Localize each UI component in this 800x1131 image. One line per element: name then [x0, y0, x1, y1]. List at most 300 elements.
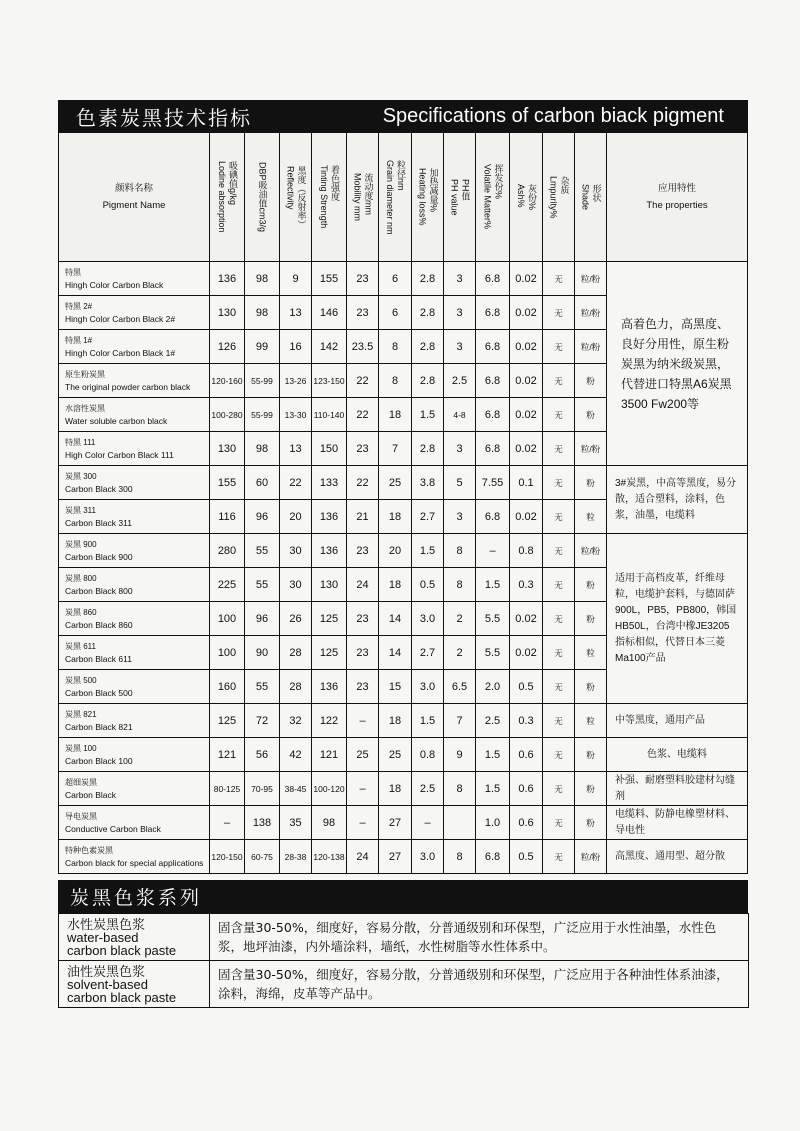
pigment-name-en: Carbon Black 300 — [65, 483, 133, 494]
pigment-name-cell — [59, 466, 210, 500]
value-cell: 1.5 — [476, 568, 510, 602]
spec-sheet — [58, 100, 748, 1008]
dbp-header-text: DBP吸油值cm3/g — [257, 161, 268, 232]
pigment-name-cell — [59, 704, 210, 738]
pigment-name-en: Carbon Black — [65, 789, 117, 800]
value-cell: 70-95 — [245, 772, 280, 806]
value-cell: 0.1 — [510, 466, 543, 500]
pigment-name-en: Hingh Color Carbon Black 1# — [65, 347, 176, 358]
value-cell: 125 — [210, 704, 245, 738]
value-cell: 粉 — [575, 398, 607, 432]
paste-table — [58, 913, 749, 1008]
value-cell: 3 — [444, 296, 476, 330]
ash-header — [510, 133, 543, 262]
properties-cell: 中等黑度，通用产品 — [607, 704, 748, 738]
spec-table — [58, 132, 748, 874]
value-cell: 无 — [543, 636, 575, 670]
pigment-name-en: High Color Carbon Black 111 — [65, 449, 174, 460]
value-cell: 1.5 — [412, 398, 444, 432]
value-cell: 13-30 — [280, 398, 312, 432]
pigment-name-en: Carbon Black 860 — [65, 619, 133, 630]
properties-cell: 高着色力，高黑度、良好分用性，原生粉炭黑为纳米级炭黑，代替进口特黑A6炭黑3500 Fw200等 — [607, 262, 748, 466]
value-cell: 无 — [543, 500, 575, 534]
prop-header-en: The properties — [646, 200, 708, 211]
properties-cell: 色浆、电缆料 — [607, 738, 748, 772]
value-cell: 25 — [379, 738, 412, 772]
value-cell: 2.8 — [412, 364, 444, 398]
value-cell: – — [347, 806, 379, 840]
value-cell: 18 — [379, 772, 412, 806]
value-cell: 27 — [379, 806, 412, 840]
pigment-name-en: Carbon Black 821 — [65, 721, 133, 732]
value-cell: 6.8 — [476, 398, 510, 432]
value-cell: 0.02 — [510, 262, 543, 296]
value-cell: 无 — [543, 738, 575, 772]
pigment-name-zh: 炭黑 821 — [65, 709, 97, 719]
value-cell: 120-150 — [210, 840, 245, 874]
pigment-name-cell — [59, 398, 210, 432]
value-cell: 23 — [347, 432, 379, 466]
value-cell: 粉 — [575, 806, 607, 840]
value-cell — [444, 806, 476, 840]
value-cell: 3.0 — [412, 602, 444, 636]
pigment-name-zh: 炭黑 311 — [65, 505, 96, 515]
heating-loss-header — [412, 133, 444, 262]
value-cell: 280 — [210, 534, 245, 568]
title-zh: 色素炭黑技术指标 — [76, 105, 252, 130]
value-cell: 116 — [210, 500, 245, 534]
value-cell: 14 — [379, 602, 412, 636]
pigment-name-header — [59, 133, 210, 262]
value-cell: 35 — [280, 806, 312, 840]
value-cell: 无 — [543, 432, 575, 466]
value-cell: 6 — [379, 262, 412, 296]
pigment-name-cell — [59, 500, 210, 534]
value-cell: 无 — [543, 398, 575, 432]
value-cell: 27 — [379, 840, 412, 874]
value-cell: – — [347, 772, 379, 806]
pigment-name-en: Carbon black for special applications — [65, 857, 204, 868]
value-cell: 0.5 — [412, 568, 444, 602]
value-cell: 96 — [245, 500, 280, 534]
value-cell: 8 — [379, 330, 412, 364]
value-cell: 粒/粉 — [575, 330, 607, 364]
value-cell: 130 — [210, 432, 245, 466]
value-cell: 无 — [543, 568, 575, 602]
value-cell: 100 — [210, 636, 245, 670]
value-cell: 21 — [347, 500, 379, 534]
ph-header-text: PH值 PH value — [449, 178, 471, 216]
value-cell: 9 — [444, 738, 476, 772]
value-cell: 6.5 — [444, 670, 476, 704]
value-cell: 2.5 — [412, 772, 444, 806]
properties-cell: 电缆料、防静电橡塑材料、导电性 — [607, 806, 748, 840]
tinting-header — [312, 133, 347, 262]
name-header-zh: 颜料名称 — [114, 183, 153, 194]
value-cell: 粒 — [575, 636, 607, 670]
value-cell: 3 — [444, 262, 476, 296]
value-cell: 1.0 — [476, 806, 510, 840]
value-cell: 0.8 — [412, 738, 444, 772]
pigment-name-cell — [59, 364, 210, 398]
mobility-header-text: 流动度mm Mobility mm — [352, 172, 374, 221]
value-cell: 130 — [210, 296, 245, 330]
value-cell: 100-120 — [312, 772, 347, 806]
value-cell: 20 — [379, 534, 412, 568]
properties-cell: 高黑度、通用型、超分散 — [607, 840, 748, 874]
value-cell: 0.6 — [510, 738, 543, 772]
value-cell: 60-75 — [245, 840, 280, 874]
paste-name-zh: 油性炭黑色浆 — [67, 963, 146, 979]
pigment-name-cell — [59, 840, 210, 874]
value-cell: 无 — [543, 330, 575, 364]
value-cell: 0.02 — [510, 296, 543, 330]
pigment-name-zh: 特黑 2# — [65, 301, 93, 311]
pigment-name-zh: 特黑 1# — [65, 335, 93, 345]
value-cell: 2.5 — [476, 704, 510, 738]
paste-name — [59, 961, 210, 1008]
header-bar — [58, 100, 748, 132]
paste-row — [59, 961, 749, 1008]
value-cell: 3 — [444, 432, 476, 466]
pigment-name-en: Carbon Black 311 — [65, 517, 132, 528]
value-cell: 22 — [280, 466, 312, 500]
value-cell: 14 — [379, 636, 412, 670]
paste-name-en1: water-based — [67, 929, 139, 945]
value-cell: 225 — [210, 568, 245, 602]
value-cell: 72 — [245, 704, 280, 738]
value-cell: 18 — [379, 704, 412, 738]
value-cell: 100-280 — [210, 398, 245, 432]
shade-header — [575, 133, 607, 262]
value-cell: 110-140 — [312, 398, 347, 432]
pigment-name-en: Carbon Black 900 — [65, 551, 133, 562]
value-cell: 121 — [210, 738, 245, 772]
value-cell: 无 — [543, 262, 575, 296]
prop-header-zh: 应用特性 — [657, 183, 696, 194]
value-cell: 133 — [312, 466, 347, 500]
value-cell: 6.8 — [476, 296, 510, 330]
table-row — [59, 772, 748, 806]
properties-cell: 适用于高档皮革，纤维母粒，电缆护套料，与德固萨900L，PB5，PB800，韩国HB50L，台湾中橡JE3205指标相似，代替日本三菱Ma100产品 — [607, 534, 748, 704]
value-cell: 56 — [245, 738, 280, 772]
pigment-name-zh: 炭黑 100 — [65, 743, 97, 753]
value-cell: 2 — [444, 636, 476, 670]
value-cell: 7 — [444, 704, 476, 738]
paste-desc: 固含量30-50%，细度好，容易分散，分普通级别和环保型，广泛应用于水性油墨，水性色浆，地坪油漆，内外墙涂料，墙纸，水性树脂等水性体系中。 — [210, 914, 749, 961]
value-cell: 136 — [312, 500, 347, 534]
pigment-name-zh: 炭黑 611 — [65, 641, 96, 651]
paste-name — [59, 914, 210, 961]
value-cell: 155 — [210, 466, 245, 500]
value-cell: 0.02 — [510, 500, 543, 534]
grain-header-text: 粒径nm Grain diameter nm — [385, 159, 406, 235]
grain-header — [379, 133, 412, 262]
pigment-name-en: Hingh Color Carbon Black — [65, 279, 164, 290]
value-cell: 98 — [245, 262, 280, 296]
value-cell: 无 — [543, 806, 575, 840]
mobility-header — [347, 133, 379, 262]
value-cell: 0.8 — [510, 534, 543, 568]
value-cell: 5 — [444, 466, 476, 500]
pigment-name-cell — [59, 602, 210, 636]
value-cell: 98 — [245, 296, 280, 330]
pigment-name-zh: 水溶性炭黑 — [65, 403, 105, 413]
value-cell: 8 — [444, 568, 476, 602]
value-cell: 122 — [312, 704, 347, 738]
paste-name-en2: carbon black paste — [67, 989, 177, 1005]
value-cell: 2.8 — [412, 330, 444, 364]
value-cell: 90 — [245, 636, 280, 670]
value-cell: 24 — [347, 840, 379, 874]
value-cell: 3.0 — [412, 840, 444, 874]
value-cell: 2.7 — [412, 636, 444, 670]
value-cell: 0.5 — [510, 840, 543, 874]
value-cell: 142 — [312, 330, 347, 364]
value-cell: 6.8 — [476, 262, 510, 296]
value-cell: 0.6 — [510, 772, 543, 806]
pigment-name-zh: 炭黑 900 — [65, 539, 97, 549]
table-row — [59, 262, 748, 296]
pigment-name-cell — [59, 670, 210, 704]
value-cell: 1.5 — [476, 772, 510, 806]
value-cell: 0.3 — [510, 568, 543, 602]
value-cell: 55 — [245, 568, 280, 602]
value-cell: 23 — [347, 296, 379, 330]
paste-name-en1: solvent-based — [67, 976, 148, 992]
pigment-name-zh: 炭黑 300 — [65, 471, 97, 481]
value-cell: 30 — [280, 534, 312, 568]
value-cell: 23 — [347, 534, 379, 568]
value-cell: 0.5 — [510, 670, 543, 704]
value-cell: 5.5 — [476, 636, 510, 670]
table-row — [59, 466, 748, 500]
value-cell: 23 — [347, 670, 379, 704]
value-cell: 2.8 — [412, 432, 444, 466]
value-cell: 28-38 — [280, 840, 312, 874]
value-cell: 0.02 — [510, 636, 543, 670]
properties-cell: 3#炭黑，中高等黑度，易分散，适合塑料，涂料，色浆，油墨，电缆料 — [607, 466, 748, 534]
value-cell: 28 — [280, 670, 312, 704]
value-cell: 55-99 — [245, 364, 280, 398]
value-cell: 6 — [379, 296, 412, 330]
tinting-header-text: 着色强度 Tinting Strength — [319, 165, 340, 229]
value-cell: 无 — [543, 466, 575, 500]
value-cell: 粉 — [575, 364, 607, 398]
pigment-name-zh: 超细炭黑 — [65, 777, 97, 787]
shade-header-text: 形状 Shade — [580, 183, 602, 211]
value-cell: 25 — [347, 738, 379, 772]
value-cell: 2.7 — [412, 500, 444, 534]
value-cell: 38-45 — [280, 772, 312, 806]
value-cell: 99 — [245, 330, 280, 364]
pigment-name-zh: 导电炭黑 — [65, 811, 97, 821]
value-cell: 22 — [347, 466, 379, 500]
value-cell: 146 — [312, 296, 347, 330]
pigment-name-en: Carbon Black 800 — [65, 585, 133, 596]
value-cell: 无 — [543, 364, 575, 398]
volatile-header — [476, 133, 510, 262]
pigment-name-cell — [59, 568, 210, 602]
volatile-header-text: 挥发份% Volatile Matter% — [482, 164, 504, 230]
value-cell: 3.0 — [412, 670, 444, 704]
value-cell: 粉 — [575, 466, 607, 500]
paste-name-zh: 水性炭黑色浆 — [67, 916, 146, 932]
value-cell: 123-150 — [312, 364, 347, 398]
pigment-name-en: Water soluble carbon black — [65, 415, 168, 426]
pigment-name-cell — [59, 432, 210, 466]
pigment-name-zh: 特黑 — [65, 267, 81, 277]
value-cell: 15 — [379, 670, 412, 704]
name-header-en: Pigment Name — [102, 200, 166, 211]
value-cell: 5.5 — [476, 602, 510, 636]
value-cell: 126 — [210, 330, 245, 364]
value-cell: 8 — [379, 364, 412, 398]
value-cell: 130 — [312, 568, 347, 602]
paste-section-bar — [58, 880, 748, 913]
value-cell: 18 — [379, 568, 412, 602]
value-cell: 3.8 — [412, 466, 444, 500]
value-cell: 120-138 — [312, 840, 347, 874]
value-cell: 6.8 — [476, 330, 510, 364]
pigment-name-zh: 特黑 111 — [65, 437, 96, 447]
value-cell: 2.8 — [412, 296, 444, 330]
value-cell: 96 — [245, 602, 280, 636]
value-cell: 16 — [280, 330, 312, 364]
value-cell: 粒/粉 — [575, 296, 607, 330]
value-cell: 4-8 — [444, 398, 476, 432]
value-cell: 1.5 — [412, 704, 444, 738]
value-cell: – — [347, 704, 379, 738]
pigment-name-cell — [59, 772, 210, 806]
value-cell: – — [412, 806, 444, 840]
value-cell: 23 — [347, 602, 379, 636]
value-cell: 1.5 — [476, 738, 510, 772]
value-cell: 粉 — [575, 568, 607, 602]
value-cell: 18 — [379, 500, 412, 534]
value-cell: 2.5 — [444, 364, 476, 398]
impurity-header-text: 杂质 Lmpurity% — [548, 175, 570, 219]
value-cell: 无 — [543, 840, 575, 874]
value-cell: 0.02 — [510, 364, 543, 398]
value-cell: 2.0 — [476, 670, 510, 704]
pigment-name-zh: 特种色素炭黑 — [65, 845, 113, 855]
pigment-name-cell — [59, 738, 210, 772]
value-cell: 30 — [280, 568, 312, 602]
pigment-name-zh: 炭黑 500 — [65, 675, 97, 685]
value-cell: 32 — [280, 704, 312, 738]
value-cell: 7.55 — [476, 466, 510, 500]
value-cell: 120-160 — [210, 364, 245, 398]
value-cell: 6.8 — [476, 840, 510, 874]
value-cell: 100 — [210, 602, 245, 636]
value-cell: 13 — [280, 296, 312, 330]
value-cell: 25 — [379, 466, 412, 500]
value-cell: 0.02 — [510, 432, 543, 466]
value-cell: 150 — [312, 432, 347, 466]
value-cell: 55-99 — [245, 398, 280, 432]
value-cell: 粒/粉 — [575, 840, 607, 874]
value-cell: 7 — [379, 432, 412, 466]
value-cell: 13 — [280, 432, 312, 466]
pigment-name-en: The original powder carbon black — [65, 381, 191, 392]
pigment-name-zh: 原生粉炭黑 — [65, 369, 105, 379]
value-cell: 23 — [347, 262, 379, 296]
value-cell: 0.02 — [510, 602, 543, 636]
value-cell: 0.3 — [510, 704, 543, 738]
value-cell: 2 — [444, 602, 476, 636]
value-cell: 粉 — [575, 602, 607, 636]
value-cell: 无 — [543, 296, 575, 330]
value-cell: 98 — [312, 806, 347, 840]
paste-name-en2: carbon black paste — [67, 942, 177, 958]
value-cell: 55 — [245, 534, 280, 568]
value-cell: 23 — [347, 636, 379, 670]
value-cell: 0.02 — [510, 398, 543, 432]
reflectivity-header-text: 黑度（反射率） Reflectivity — [285, 165, 307, 229]
pigment-name-en: Carbon Black 100 — [65, 755, 133, 766]
value-cell: 粒 — [575, 500, 607, 534]
value-cell: 138 — [245, 806, 280, 840]
value-cell: 125 — [312, 602, 347, 636]
value-cell: 8 — [444, 772, 476, 806]
iodine-header — [210, 133, 245, 262]
table-row — [59, 840, 748, 874]
value-cell: – — [476, 534, 510, 568]
value-cell: 无 — [543, 704, 575, 738]
value-cell: 20 — [280, 500, 312, 534]
pigment-name-en: Conductive Carbon Black — [65, 823, 161, 834]
value-cell: 1.5 — [412, 534, 444, 568]
heating-loss-header-text: 加热减量% Heating loss% — [417, 168, 439, 226]
pigment-name-en: Carbon Black 500 — [65, 687, 133, 698]
value-cell: 121 — [312, 738, 347, 772]
title-en: Specifications of carbon biack pigment — [382, 104, 724, 127]
value-cell: 无 — [543, 602, 575, 636]
value-cell: 8 — [444, 840, 476, 874]
value-cell: 6.8 — [476, 500, 510, 534]
iodine-header-text: 吸碘值g/kg Lodine absorption — [217, 161, 238, 233]
pigment-name-cell — [59, 262, 210, 296]
value-cell: 无 — [543, 772, 575, 806]
pigment-name-zh: 炭黑 860 — [65, 607, 97, 617]
paste-title: 炭黑色浆系列 — [70, 887, 203, 909]
table-row — [59, 704, 748, 738]
pigment-name-cell — [59, 534, 210, 568]
value-cell: 粉 — [575, 738, 607, 772]
value-cell: 98 — [245, 432, 280, 466]
value-cell: 60 — [245, 466, 280, 500]
pigment-name-en: Carbon Black 611 — [65, 653, 132, 664]
value-cell: 3 — [444, 330, 476, 364]
value-cell: 6.8 — [476, 432, 510, 466]
value-cell: 24 — [347, 568, 379, 602]
pigment-name-cell — [59, 296, 210, 330]
ph-header — [444, 133, 476, 262]
value-cell: 2.8 — [412, 262, 444, 296]
spec-body — [59, 262, 748, 874]
value-cell: 无 — [543, 670, 575, 704]
value-cell: 80-125 — [210, 772, 245, 806]
value-cell: 粒/粉 — [575, 432, 607, 466]
value-cell: 125 — [312, 636, 347, 670]
value-cell: 粒/粉 — [575, 262, 607, 296]
pigment-name-cell — [59, 636, 210, 670]
properties-header — [607, 133, 748, 262]
value-cell: 6.8 — [476, 364, 510, 398]
value-cell: 3 — [444, 500, 476, 534]
value-cell: 粒 — [575, 704, 607, 738]
